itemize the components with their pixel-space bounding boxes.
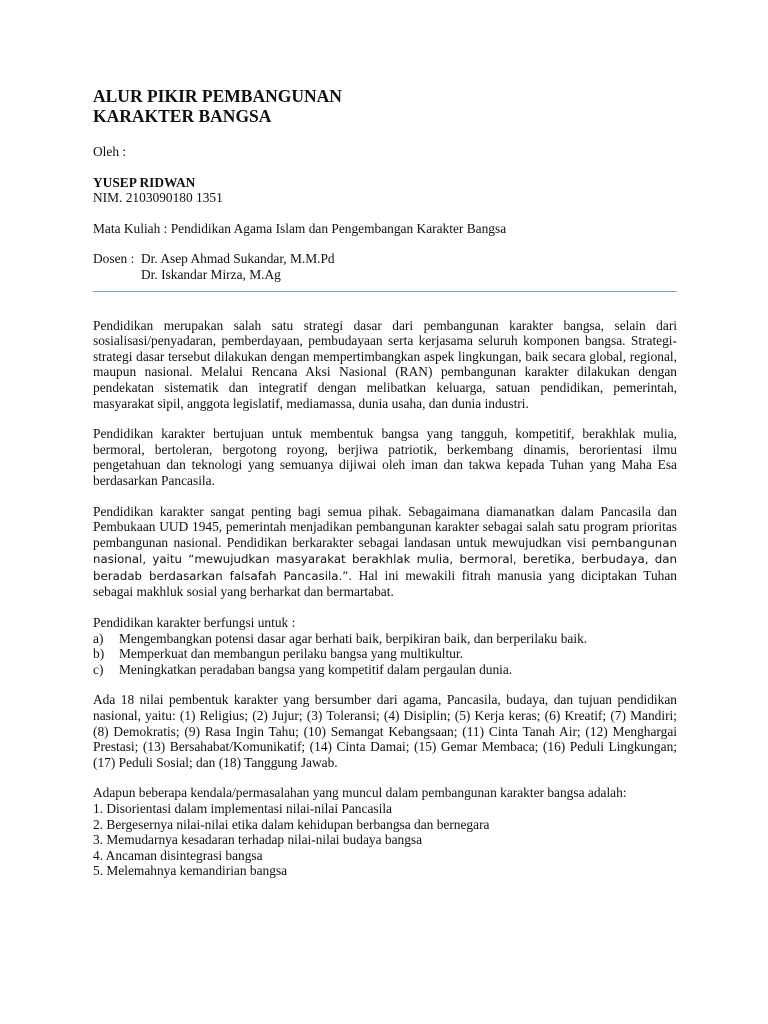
list-item: 2. Bergesernya nilai-nilai etika dalam kehidupan berbangsa dan bernegara bbox=[93, 816, 490, 832]
list-item: 5. Melemahnya kemandirian bangsa bbox=[93, 863, 288, 879]
paragraph-2: Pendidikan karakter bertujuan untuk membentuk bangsa yang tangguh, kompetitif, berakhlak mulia, bermoral, bertoleran, bergotong royong, berjiwa patriotik, berkembang dinamis, berorientasi ilmu pengetahuan dan teknologi yang semuanya dijiwai oleh iman dan takwa kepada Tuhan yang Maha Esa berdasarkan Pancasila. bbox=[93, 426, 677, 488]
paragraph-4: Ada 18 nilai pembentuk karakter yang bersumber dari agama, Pancasila, budaya, dan tujuan pendidikan nasional, yaitu: (1) Religius; (2) Jujur; (3) Toleransi; (4) Disiplin; (5) Kerja keras; (6) Kreatif; (7) Mandiri; (8) Demokratis; (9) Rasa Ingin Tahu; (10) Semangat Kebangsaan; (11) Cinta Tanah Air; (12) Menghargai Prestasi; (13) Bersahabat/Komunikatif; (14) Cinta Damai; (15) Gemar Membaca; (16) Peduli Lingkungan; (17) Peduli Sosial; dan (18) Tanggung Jawab. bbox=[93, 692, 677, 770]
header-divider bbox=[93, 291, 677, 292]
dosen-name: Dr. Asep Ahmad Sukandar, M.M.Pd bbox=[141, 251, 335, 267]
paragraph-3 bbox=[93, 504, 677, 601]
list-item bbox=[93, 631, 677, 647]
list-marker: a) bbox=[93, 630, 104, 646]
list-item bbox=[93, 662, 677, 678]
document-content bbox=[93, 86, 677, 879]
document-title bbox=[93, 86, 677, 126]
kendala-title: Adapun beberapa kendala/permasalahan yang muncul dalam pembangunan karakter bangsa adalah: bbox=[93, 785, 627, 801]
dosen-name: Dr. Iskandar Mirza, M.Ag bbox=[141, 266, 281, 282]
list-item: 4. Ancaman disintegrasi bangsa bbox=[93, 847, 263, 863]
list-text: Meningkatkan peradaban bangsa yang kompetitif dalam pergaulan dunia. bbox=[119, 661, 513, 677]
oleh-label: Oleh : bbox=[93, 144, 127, 159]
list-marker: c) bbox=[93, 661, 104, 677]
dosen-label: Dosen : bbox=[93, 251, 135, 267]
kendala-list bbox=[93, 801, 677, 879]
title-line-1: ALUR PIKIR PEMBANGUNAN bbox=[93, 86, 342, 106]
course-line: Mata Kuliah : Pendidikan Agama Islam dan Pengembangan Karakter Bangsa bbox=[93, 220, 507, 236]
author-block bbox=[93, 175, 677, 206]
dosen-block bbox=[93, 251, 677, 282]
author-nim: NIM. 2103090180 1351 bbox=[93, 190, 223, 206]
paragraph-3-part-1: Pendidikan karakter sangat penting bagi semua pihak. Sebagaimana diamanatkan dalam Pancasila dan Pembukaan UUD 1945, pemerintah menjadikan pembangunan karakter sebagai salah satu program prioritas pembangunan nasional. Pendidikan berkarakter sebagai landasan untuk mewujudkan visi bbox=[93, 503, 677, 550]
list-text: Mengembangkan potensi dasar agar berhati baik, berpikiran baik, dan berperilaku baik. bbox=[119, 630, 588, 646]
title-line-2: KARAKTER BANGSA bbox=[93, 106, 272, 126]
paragraph-3-quote: pembangunan nasional, yaitu “mewujudkan masyarakat berakhlak mulia, bermoral, beretika, berbudaya, dan beradab berdasarkan falsafah Pancasila.”. bbox=[93, 535, 677, 583]
list-text: Memperkuat dan membangun perilaku bangsa yang multikultur. bbox=[119, 646, 463, 662]
fungsi-title: Pendidikan karakter berfungsi untuk : bbox=[93, 615, 296, 631]
list-item bbox=[93, 646, 677, 662]
author-name: YUSEP RIDWAN bbox=[93, 174, 196, 190]
fungsi-list bbox=[93, 631, 677, 678]
paragraph-3-part-2: Hal ini mewakili fitrah manusia yang diciptakan Tuhan sebagai makhluk sosial yang berharkat dan bermartabat. bbox=[93, 567, 677, 600]
list-marker: b) bbox=[93, 646, 105, 662]
paragraph-1: Pendidikan merupakan salah satu strategi dasar dari pembangunan karakter bangsa, selain dari sosialisasi/penyadaran, pemberdayaan, pembudayaan serta kerjasama seluruh komponen bangsa. Strategi-strategi dasar tersebut dilakukan dengan mempertimbangkan aspek lingkungan, baik secara global, regional, maupun nasional. Melalui Rencana Aksi Nasional (RAN) pembangunan karakter dilakukan dengan pendekatan sistematik dan integratif dengan melibatkan keluarga, satuan pendidikan, pemerintah, masyarakat sipil, anggota legislatif, mediamassa, dunia usaha, dan dunia industri. bbox=[93, 317, 677, 411]
list-item: 1. Disorientasi dalam implementasi nilai-nilai Pancasila bbox=[93, 801, 392, 816]
dosen-list bbox=[141, 251, 335, 282]
list-item: 3. Memudarnya kesadaran terhadap nilai-nilai budaya bangsa bbox=[93, 832, 423, 848]
